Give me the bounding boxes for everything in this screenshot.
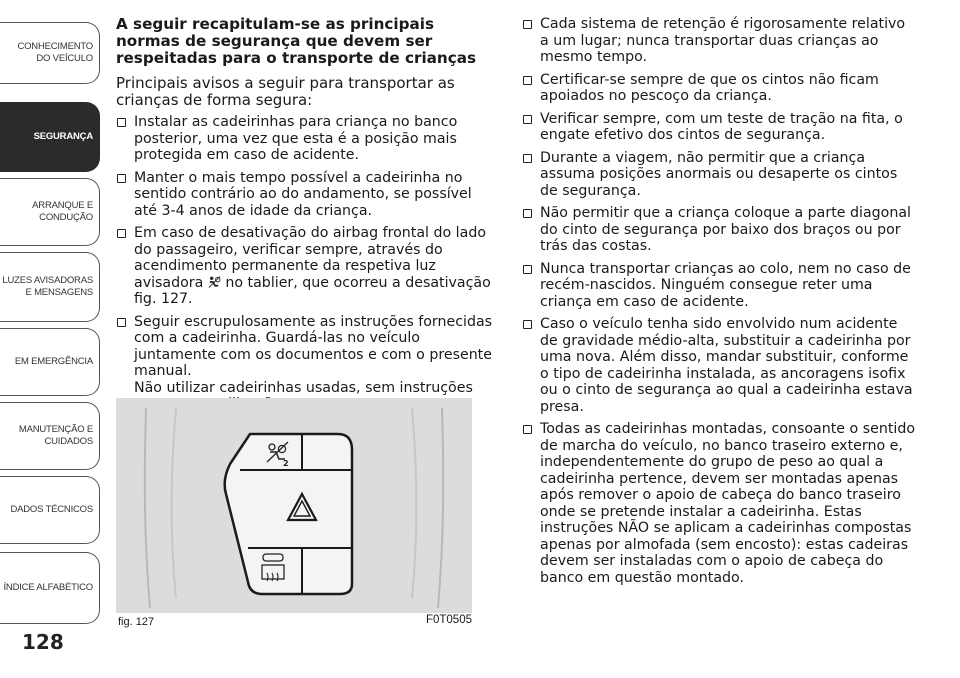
bullet-box-icon bbox=[117, 318, 126, 327]
tab-seguranca[interactable]: SEGURANÇA bbox=[0, 102, 100, 172]
bullet-box-icon bbox=[523, 265, 532, 274]
figure-code: F0T0505 bbox=[425, 614, 472, 626]
section-heading: A seguir recapitulam-se as principais normas de segurança que devem ser respeitadas para o transporte de crianças bbox=[116, 15, 477, 67]
list-item: Não permitir que a criança coloque a parte diagonal do cinto de segurança por baixo dos braços ou por trás das costas. bbox=[522, 205, 918, 255]
list-item: Instalar as cadeirinhas para criança no banco posterior, uma vez que esta é a posição mais protegida em caso de acidente. bbox=[116, 114, 498, 164]
dashboard-switch-cluster-icon bbox=[116, 398, 472, 613]
airbag-badge-label: 2 bbox=[283, 459, 289, 468]
list-item: Cada sistema de retenção é rigorosamente relativo a um lugar; nunca transportar duas crianças ao mesmo tempo. bbox=[522, 16, 918, 66]
list-item: Certificar-se sempre de que os cintos não ficam apoiados no pescoço da criança. bbox=[522, 72, 918, 105]
list-item: Em caso de desativação do airbag frontal do lado do passageiro, verificar sempre, através do acendimento permanente da respetiva luz avisadora no tablier, que ocorreu a desativação fig. 127. bbox=[116, 225, 498, 308]
airbag-off-warning-icon bbox=[208, 275, 221, 289]
tab-indice-alfabetico[interactable]: ÍNDICE ALFABÉTICO bbox=[0, 552, 100, 624]
chapter-sidebar bbox=[0, 0, 100, 640]
figure-caption: fig. 127 bbox=[118, 616, 155, 628]
list-item: Durante a viagem, não permitir que a criança assuma posições anormais ou desaperte os cintos de segurança. bbox=[522, 150, 918, 200]
tab-luzes-avisadoras[interactable]: LUZES AVISADORAS E MENSAGENS bbox=[0, 252, 100, 322]
tab-manutencao-e-cuidados[interactable]: MANUTENÇÃO E CUIDADOS bbox=[0, 402, 100, 470]
bullet-box-icon bbox=[117, 118, 126, 127]
bullet-box-icon bbox=[117, 174, 126, 183]
tab-conhecimento-do-veiculo[interactable]: CONHECIMENTO DO VEÍCULO bbox=[0, 22, 100, 84]
list-item: Caso o veículo tenha sido envolvido num acidente de gravidade médio-alta, substituir a cadeirinha por uma nova. Além disso, mandar substituir, conforme o tipo de cadeirinha instalada, as ancoragens isofix ou o cinto de segurança ao qual a cadeirinha estava presa. bbox=[522, 316, 918, 415]
bullet-box-icon bbox=[523, 154, 532, 163]
bullet-box-icon bbox=[523, 20, 532, 29]
right-bullet-list bbox=[522, 16, 918, 586]
figure-127 bbox=[116, 398, 472, 628]
bullet-box-icon bbox=[523, 320, 532, 329]
tab-em-emergencia[interactable]: EM EMERGÊNCIA bbox=[0, 328, 100, 396]
bullet-box-icon bbox=[523, 209, 532, 218]
bullet-box-icon bbox=[523, 76, 532, 85]
bullet-box-icon bbox=[523, 425, 532, 434]
tab-arranque-e-conducao[interactable]: ARRANQUE E CONDUÇÃO bbox=[0, 178, 100, 246]
left-column bbox=[116, 16, 498, 419]
intro-text: Principais avisos a seguir para transportar as crianças de forma segura: bbox=[116, 74, 455, 109]
list-item: Manter o mais tempo possível a cadeirinha no sentido contrário ao do andamento, se possível até 3-4 anos de idade da criança. bbox=[116, 170, 498, 220]
left-bullet-list bbox=[116, 114, 498, 413]
tab-dados-tecnicos[interactable]: DADOS TÉCNICOS bbox=[0, 476, 100, 544]
dashboard-panel-illustration bbox=[116, 398, 472, 613]
list-item: Todas as cadeirinhas montadas, consoante o sentido de marcha do veículo, no banco traseiro externo e, independentemente do grupo de peso ao qual a cadeirinha pertence, devem ser montadas apenas após remover o apoio de cabeça do banco traseiro onde se pretende instalar a cadeirinha. Estas instruções NÃO se aplicam a cadeirinhas compostas apenas por almofada (sem encosto): estas cadeiras devem ser instaladas com o apoio de cabeça do banco em questão montado. bbox=[522, 421, 918, 586]
list-item: Seguir escrupulosamente as instruções fornecidas com a cadeirinha. Guardá-las no veículo juntamente com os documentos e com o presente manual. Não utilizar cadeirinhas usadas, sem instruções bbox=[116, 314, 498, 413]
list-item: Verificar sempre, com um teste de tração na fita, o engate efetivo dos cintos de segurança. bbox=[522, 111, 918, 144]
bullet-box-icon bbox=[117, 229, 126, 238]
list-item: Nunca transportar crianças ao colo, nem no caso de recém-nascidos. Ninguém consegue reter uma criança em caso de acidente. bbox=[522, 261, 918, 311]
right-column bbox=[522, 16, 918, 592]
page-number: 128 bbox=[22, 630, 64, 654]
bullet-box-icon bbox=[523, 115, 532, 124]
